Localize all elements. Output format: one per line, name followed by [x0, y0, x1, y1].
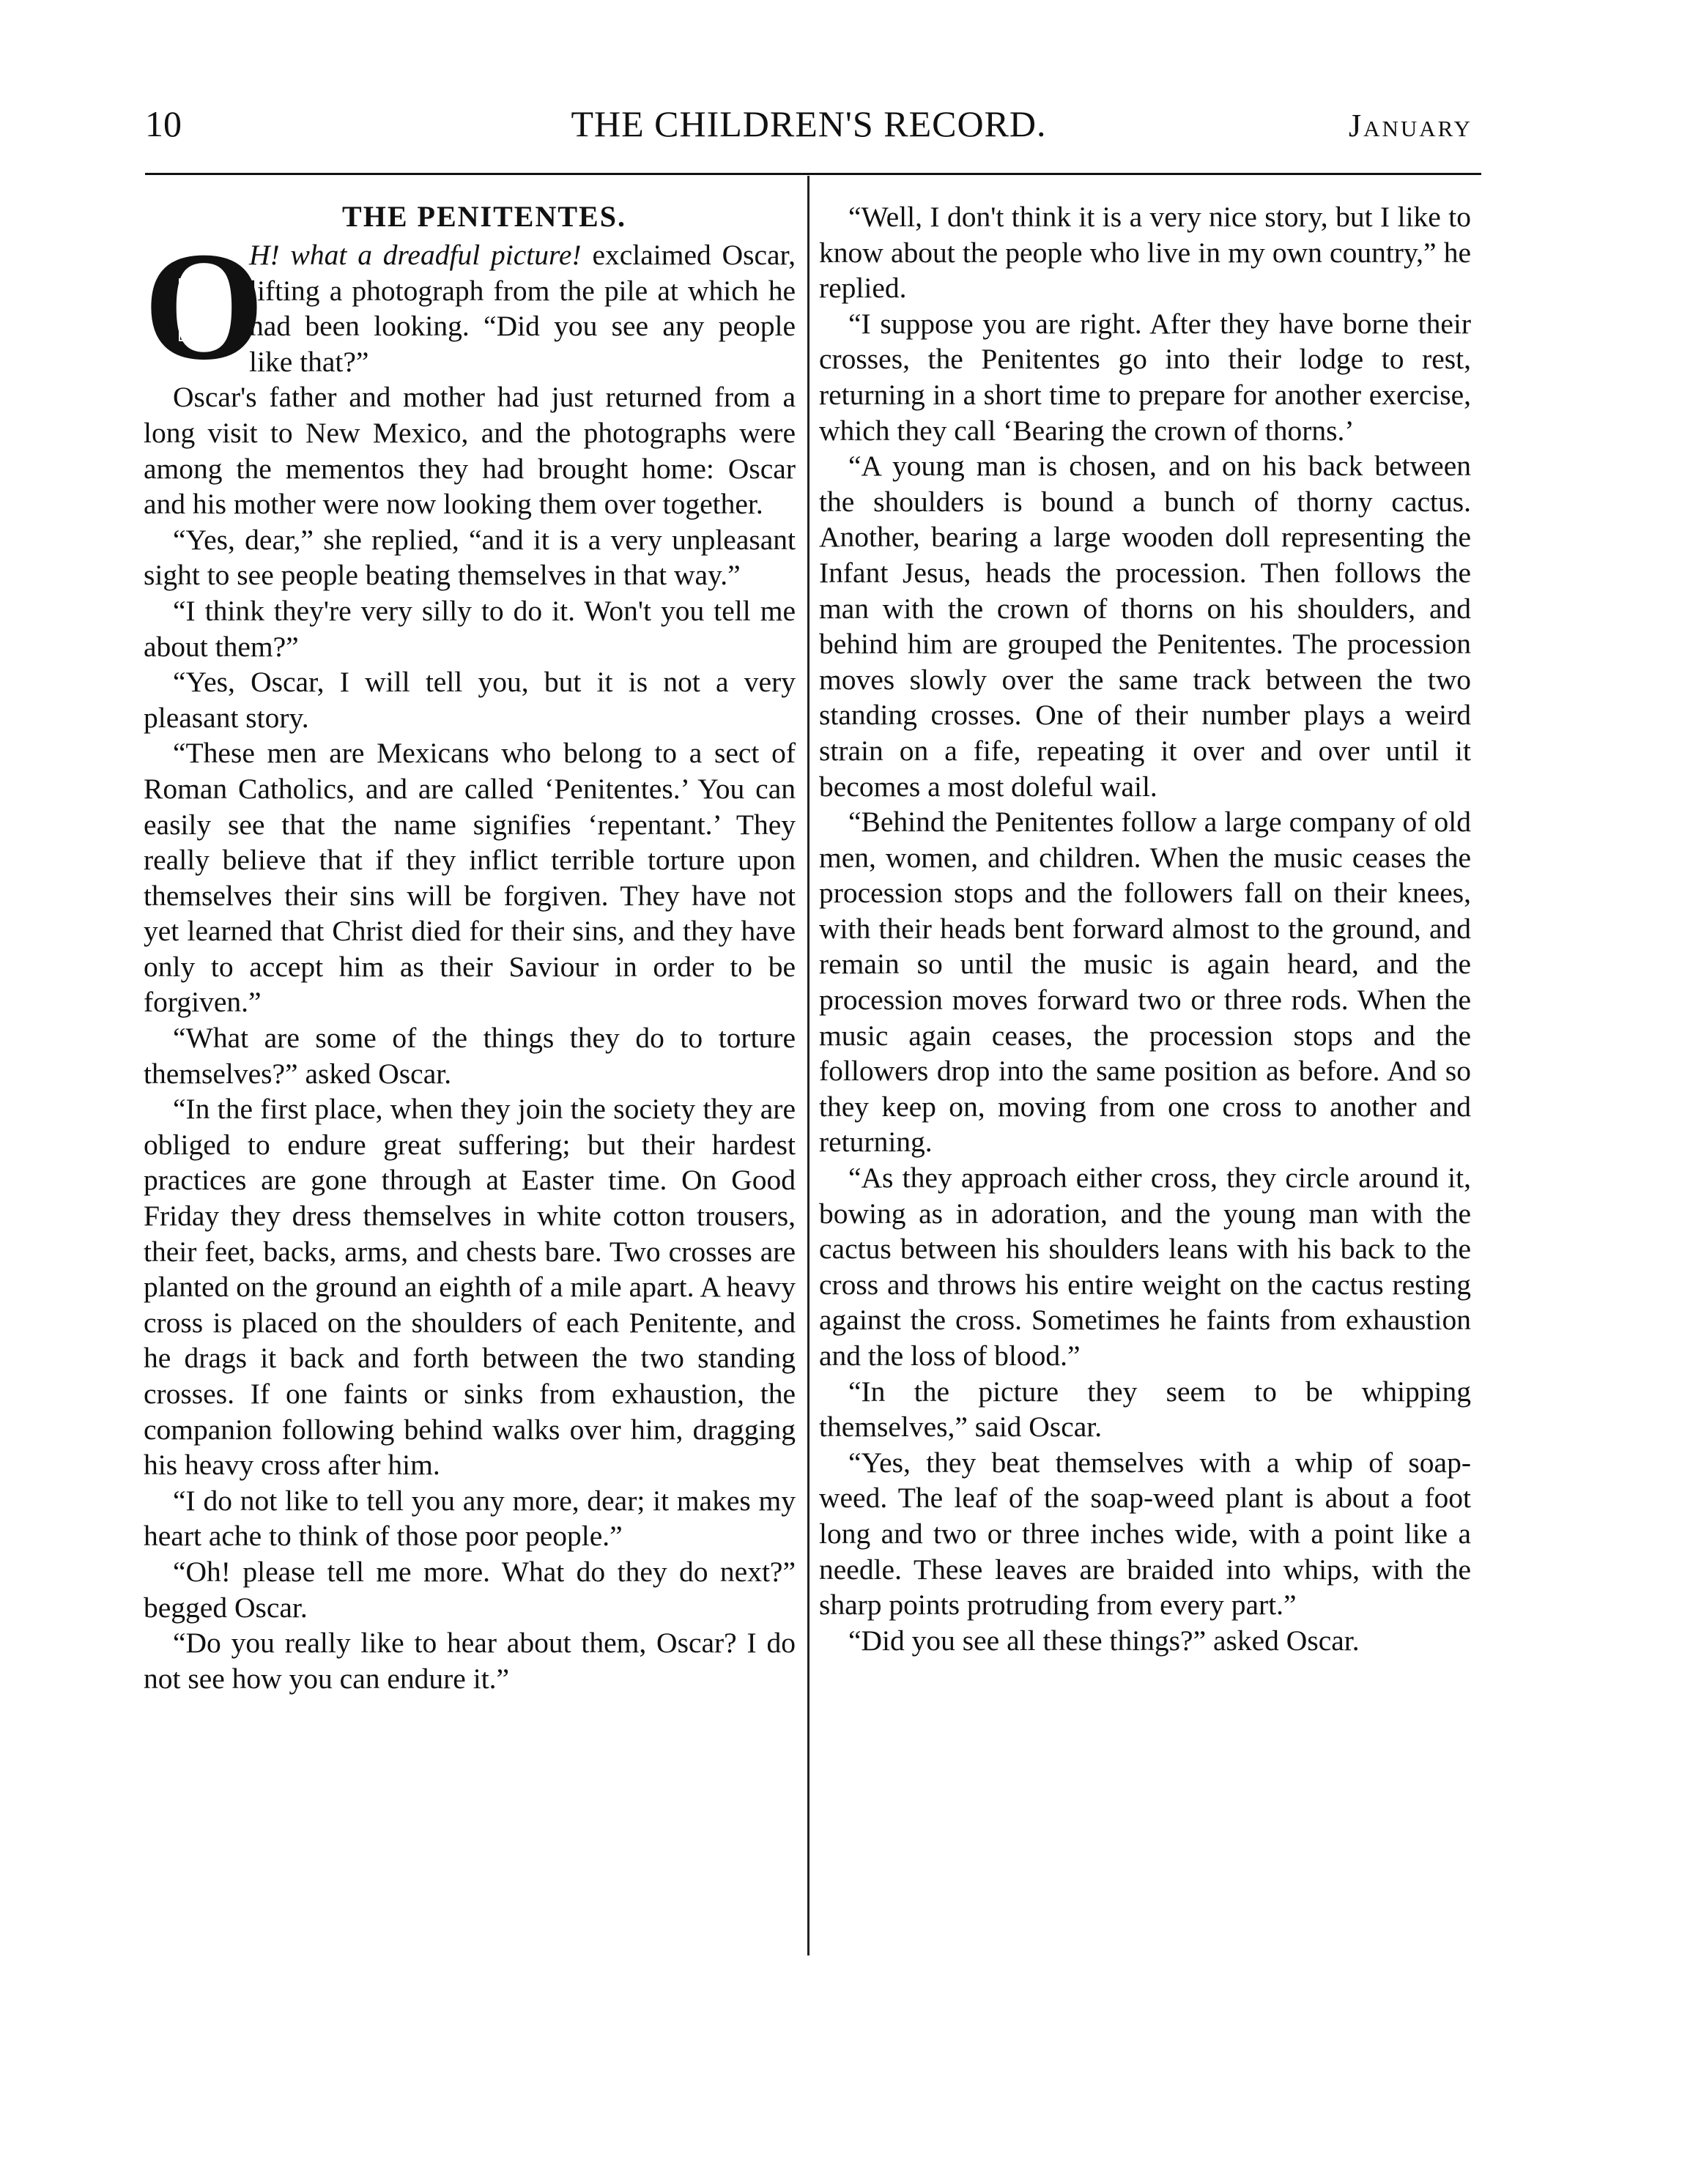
paragraph: “What are some of the things they do to torture themselves?” asked Oscar.: [144, 1022, 796, 1090]
paragraph: “In the picture they seem to be whipping themselves,” said Oscar.: [819, 1375, 1471, 1444]
paragraph: “Behind the Penitentes follow a large company of old men, women, and children. When the music ceases the procession stops and the followers fall on their knees, with their heads bent forward almost to the ground, and remain so until the music is again heard, and the procession moves forward two or three rods. When the music again ceases, the procession stops and the followers drop into the same position as before. And so they keep on, moving from one cross to another and returning.: [819, 806, 1471, 1159]
drop-cap-letter: O: [144, 220, 264, 392]
paragraph-text: exclaimed Oscar, lifting a photograph from the pile at which he had been looking. “Did you see any people like that?”: [249, 239, 796, 378]
paragraph: “Yes, they beat themselves with a whip of soap-weed. The leaf of the soap-weed plant is about a foot long and two or three inches wide, with a point like a needle. These leaves are braided into whips, with the sharp points protruding from every part.”: [819, 1446, 1471, 1622]
paragraph: “I do not like to tell you any more, dear; it makes my heart ache to think of those poor people.”: [144, 1484, 796, 1553]
article-title: THE PENITENTES.: [342, 200, 626, 233]
right-column: [819, 199, 1471, 1658]
paragraph: “Well, I don't think it is a very nice story, but I like to know about the people who live in my own country,” he replied.: [819, 201, 1471, 305]
page-header: [145, 103, 1472, 154]
paragraph: Oscar's father and mother had just returned from a long visit to New Mexico, and the photographs were among the mementos they had brought home: Oscar and his mother were now looking them over together.: [144, 381, 796, 521]
paragraph: “Oh! please tell me more. What do they do next?” begged Oscar.: [144, 1555, 796, 1624]
page-number: 10: [145, 103, 182, 144]
running-title: THE CHILDREN'S RECORD.: [571, 103, 1047, 144]
paragraph: “Did you see all these things?” asked Oscar.: [848, 1624, 1360, 1657]
paragraph: “I think they're very silly to do it. Won't you tell me about them?”: [144, 594, 796, 663]
paragraph: “In the first place, when they join the society they are obliged to endure great suffering; but their hardest practices are gone through at Easter time. On Good Friday they dress themselves in white cotton trousers, their feet, backs, arms, and chests bare. Two crosses are planted on the ground an eighth of a mile apart. A heavy cross is placed on the shoulders of each Penitente, and he drags it back and forth between the two standing crosses. If one faints or sinks from exhaustion, the companion following behind walks over him, dragging his heavy cross after him.: [144, 1093, 796, 1482]
paragraph: “Yes, Oscar, I will tell you, but it is not a very pleasant story.: [144, 666, 796, 734]
drop-cap: [144, 220, 264, 392]
drop-cap-ornament-icon: [179, 278, 198, 341]
issue-month: January: [1348, 108, 1472, 144]
left-column: [144, 199, 796, 1696]
paragraph: “As they approach either cross, they circle around it, bowing as in adoration, and the young man with the cactus between his shoulders leans with his back to the cross and throws his entire weight on the cactus resting against the cross. Sometimes he faints from exhaustion and the loss of blood.”: [819, 1162, 1471, 1372]
column-divider: [807, 176, 809, 1955]
paragraph: “Yes, dear,” she replied, “and it is a very unpleasant sight to see people beating themselves in that way.”: [144, 523, 796, 592]
paragraph-lead: H! what a dreadful picture!: [249, 239, 582, 271]
paragraph: “I suppose you are right. After they have borne their crosses, the Penitentes go into their lodge to rest, returning in a short time to prepare for another exercise, which they call ‘Bearing the crown of thorns.’: [819, 307, 1471, 447]
paragraph: “A young man is chosen, and on his back between the shoulders is bound a bunch of thorny cactus. Another, bearing a large wooden doll representing the Infant Jesus, heads the procession. Then follows the man with the crown of thorns on his shoulders, and behind him are grouped the Penitentes. The procession moves slowly over the same track between the two standing crosses. One of their number plays a weird strain on a fife, repeating it over and over until it becomes a most doleful wail.: [819, 450, 1471, 803]
header-rule: [145, 173, 1481, 175]
paragraph: “Do you really like to hear about them, Oscar? I do not see how you can endure it.”: [144, 1627, 796, 1695]
paragraph: “These men are Mexicans who belong to a sect of Roman Catholics, and are called ‘Penitentes.’ You can easily see that the name signifies ‘repentant.’ They really believe that if they inflict terrible torture upon themselves their sins will be forgiven. They have not yet learned that Christ died for their sins, and they have only to accept him as their Saviour in order to be forgiven.”: [144, 737, 796, 1019]
